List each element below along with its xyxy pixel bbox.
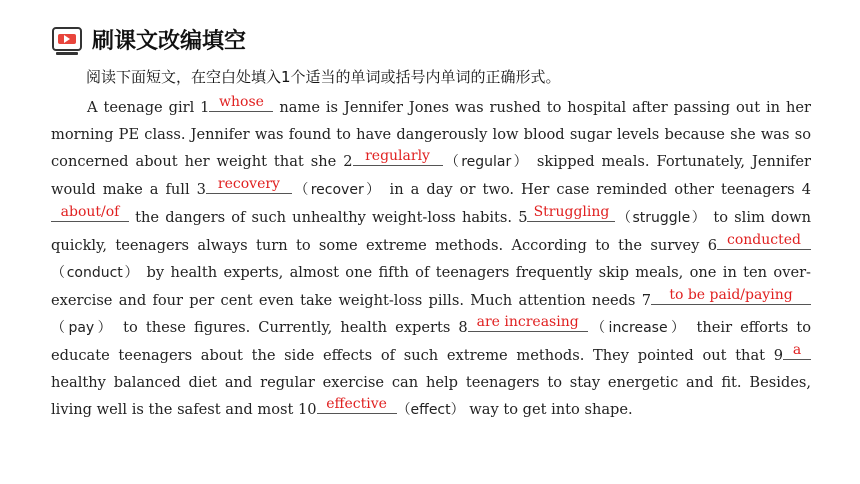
answer-5: Struggling [533, 204, 610, 220]
blank-1 [209, 95, 273, 112]
answer-7: to be paid/paying [669, 287, 793, 303]
passage-text: by health experts, almost one fifth of teenagers frequently skip meals, one in ten over-exercise and four per cent even take weight-loss pills. Much attention needs 7 [51, 264, 811, 309]
blank-3 [206, 177, 292, 194]
passage-text: to these figures. Currently, health experts 8 [115, 319, 468, 336]
instruction-text: 阅读下面短文，在空白处填入1个适当的单词或括号内单词的正确形式。 [86, 68, 561, 86]
answer-4: about/of [60, 204, 120, 220]
passage-text: name is Jennifer Jones was rushed to hospital after passing out in her morning PE class. Jennifer was found to have dangerously low blood sugar levels because she was so concerned about her weight that she 2 [51, 99, 811, 170]
answer-10: effective [326, 396, 387, 412]
passage-text: A teenage girl 1 [87, 99, 210, 116]
header [52, 22, 246, 56]
hint-5: （struggle） [615, 210, 708, 226]
blank-9 [783, 343, 811, 360]
answer-8: are increasing [476, 314, 579, 330]
video-play-icon [52, 27, 82, 51]
passage [51, 94, 811, 424]
page-title: 刷课文改编填空 [92, 28, 247, 54]
answer-2: regularly [365, 148, 430, 164]
blank-2 [353, 149, 443, 166]
hint-6: （conduct） [51, 265, 141, 281]
answer-9: a [792, 342, 802, 358]
passage-text: to slim down quickly, teenagers always turn to some extreme methods. According to the survey 6 [51, 209, 811, 254]
blank-10 [317, 397, 397, 414]
passage-text: in a day or two. Her case reminded other teenagers 4 [382, 181, 811, 198]
hint-7: （pay） [51, 320, 116, 336]
blank-8 [468, 315, 588, 332]
answer-1: whose [219, 94, 264, 110]
blank-7 [651, 288, 811, 305]
answer-3: recovery [217, 176, 280, 192]
passage-text: healthy balanced diet and regular exercise can help teenagers to stay energetic and fit. Besides, living well is the safest and most 10 [51, 374, 811, 418]
hint-2: （regular） [442, 154, 530, 170]
passage-text: way to get into shape. [464, 401, 633, 418]
passage-text: their efforts to educate teenagers about the side effects of such extreme methods. They pointed out that 9 [51, 319, 811, 364]
hint-3: （recover） [291, 182, 383, 198]
passage-text: skipped meals. Fortunately, Jennifer would make a full 3 [51, 153, 812, 198]
hint-10: （effect） [396, 402, 465, 418]
blank-4 [51, 205, 129, 222]
blank-6 [717, 233, 811, 250]
answer-6: conducted [727, 232, 801, 248]
hint-8: （increase） [587, 320, 689, 336]
blank-5 [527, 205, 615, 222]
passage-text: the dangers of such unhealthy weight-loss habits. 5 [129, 209, 528, 226]
